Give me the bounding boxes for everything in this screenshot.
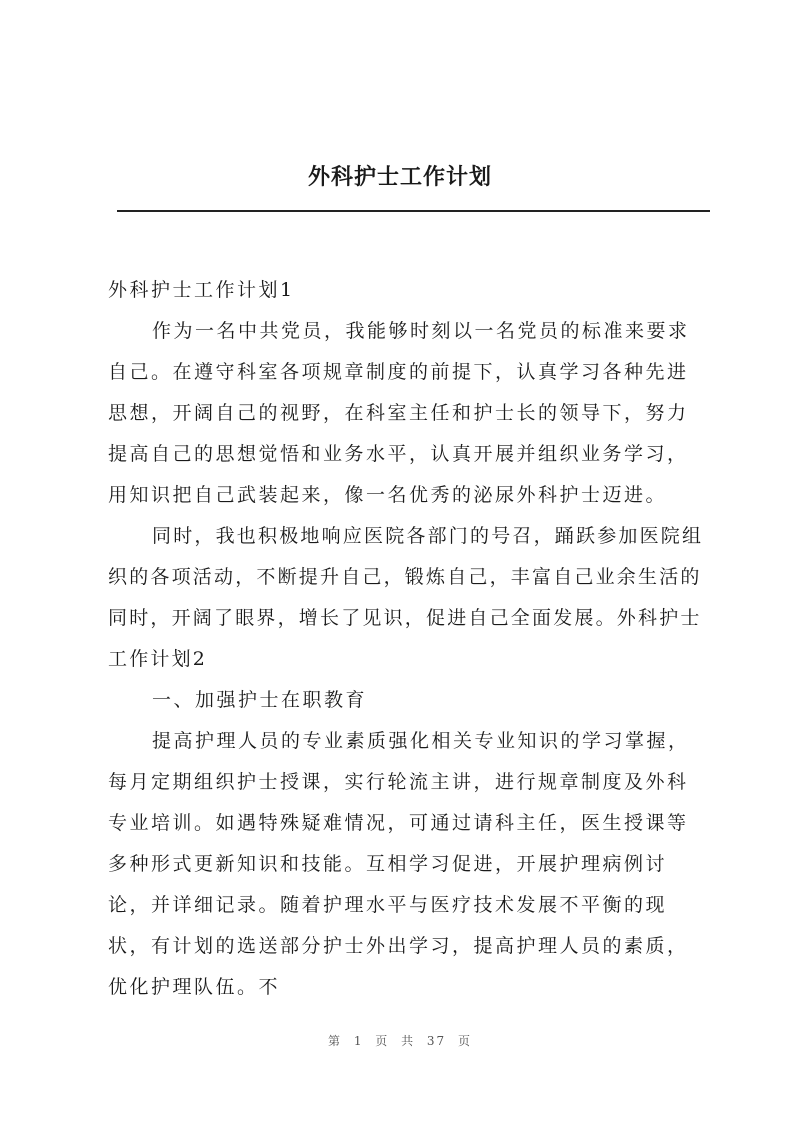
document-body (108, 270, 708, 1008)
subheading: 一、加强护士在职教育 (152, 689, 368, 711)
paragraph: 同时，我也积极地响应医院各部门的号召，踊跃参加医院组织的各项活动，不断提升自己，锻炼自己，丰富自己业余生活的同时，开阔了眼界，增长了见识，促进自己全面发展。外科护士工作计划2 (108, 525, 704, 670)
paragraph: 作为一名中共党员，我能够时刻以一名党员的标准来要求自己。在遵守科室各项规章制度的前提下，认真学习各种先进思想，开阔自己的视野，在科室主任和护士长的领导下，努力提高自己的思想觉悟和业务水平，认真开展并组织业务学习，用知识把自己武装起来，像一名优秀的泌尿外科护士迈进。 (108, 320, 690, 506)
page-number: 第 1 页 共 37 页 (328, 1034, 472, 1048)
title-underline (117, 210, 710, 212)
section-heading: 外科护士工作计划1 (108, 279, 295, 301)
document-title: 外科护士工作计划 (307, 164, 492, 190)
paragraph: 提高护理人员的专业素质强化相关专业知识的学习掌握，每月定期组织护士授课，实行轮流主讲，进行规章制度及外科专业培训。如遇特殊疑难情况，可通过请科主任，医生授课等多种形式更新知识和技能。互相学习促进，开展护理病例讨论，并详细记录。随着护理水平与医疗技术发展不平衡的现状，有计划的选送部分护士外出学习，提高护理人员的素质，优化护理队伍。不 (108, 730, 690, 998)
